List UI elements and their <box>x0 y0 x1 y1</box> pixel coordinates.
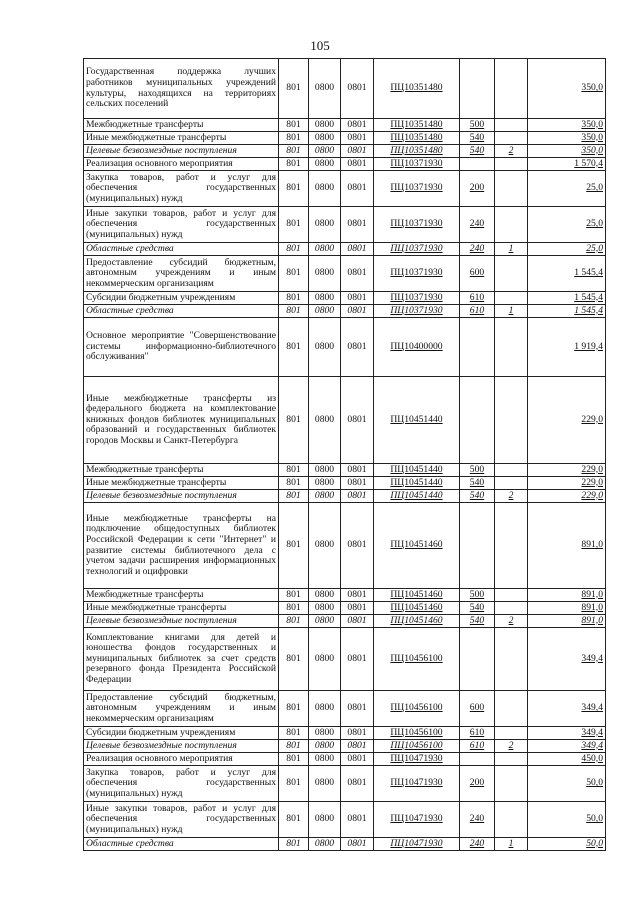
table-row <box>84 838 606 851</box>
row-amount: 350,0 <box>528 132 606 145</box>
row-funding-source: 2 <box>495 740 528 753</box>
row-subsection-code: 0801 <box>341 119 374 132</box>
row-amount: 450,0 <box>528 753 606 766</box>
row-amount: 25,0 <box>528 207 606 243</box>
row-amount: 350,0 <box>528 145 606 158</box>
row-amount: 350,0 <box>528 59 606 119</box>
row-ved-code: 801 <box>279 158 309 171</box>
row-section-code: 0800 <box>309 477 341 490</box>
row-name: Целевые безвозмездные поступления <box>84 490 279 503</box>
row-expense-type: 610 <box>460 740 495 753</box>
row-name: Целевые безвозмездные поступления <box>84 740 279 753</box>
row-expense-type: 500 <box>460 464 495 477</box>
row-funding-source <box>495 377 528 464</box>
table-row <box>84 256 606 292</box>
row-name: Комплектование книгами для детей и юношества фондов государственных и муниципальных библиотек за счет средств резервного фонда Президента Российской Федерации <box>84 628 279 691</box>
row-amount: 349,4 <box>528 691 606 727</box>
row-subsection-code: 0801 <box>341 59 374 119</box>
table-row <box>84 207 606 243</box>
row-name: Областные средства <box>84 305 279 318</box>
row-name: Иные закупки товаров, работ и услуг для обеспечения государственных (муниципальных) нужд <box>84 802 279 838</box>
table-row <box>84 766 606 802</box>
row-name: Государственная поддержка лучших работников муниципальных учреждений культуры, находящихся на территориях сельских поселений <box>84 59 279 119</box>
row-expense-type: 600 <box>460 256 495 292</box>
row-target-article: ПЦ10451460 <box>374 602 460 615</box>
row-amount: 1 570,4 <box>528 158 606 171</box>
row-funding-source <box>495 477 528 490</box>
row-target-article: ПЦ10371930 <box>374 207 460 243</box>
row-target-article: ПЦ10451440 <box>374 490 460 503</box>
row-subsection-code: 0801 <box>341 490 374 503</box>
row-ved-code: 801 <box>279 490 309 503</box>
row-amount: 229,0 <box>528 464 606 477</box>
row-section-code: 0800 <box>309 243 341 256</box>
table-row <box>84 691 606 727</box>
row-funding-source <box>495 464 528 477</box>
row-name: Межбюджетные трансферты <box>84 589 279 602</box>
row-target-article: ПЦ10371930 <box>374 292 460 305</box>
row-target-article: ПЦ10371930 <box>374 256 460 292</box>
row-amount: 229,0 <box>528 377 606 464</box>
table-row <box>84 628 606 691</box>
table-row <box>84 477 606 490</box>
row-expense-type: 540 <box>460 477 495 490</box>
row-target-article: ПЦ10451440 <box>374 377 460 464</box>
row-ved-code: 801 <box>279 59 309 119</box>
row-subsection-code: 0801 <box>341 727 374 740</box>
row-expense-type: 540 <box>460 490 495 503</box>
row-section-code: 0800 <box>309 838 341 851</box>
row-section-code: 0800 <box>309 490 341 503</box>
row-ved-code: 801 <box>279 503 309 589</box>
row-ved-code: 801 <box>279 171 309 207</box>
row-section-code: 0800 <box>309 503 341 589</box>
table-row <box>84 292 606 305</box>
table-row <box>84 727 606 740</box>
row-ved-code: 801 <box>279 132 309 145</box>
row-expense-type <box>460 503 495 589</box>
row-target-article: ПЦ10451440 <box>374 464 460 477</box>
row-subsection-code: 0801 <box>341 602 374 615</box>
row-subsection-code: 0801 <box>341 145 374 158</box>
row-target-article: ПЦ10471930 <box>374 838 460 851</box>
row-name: Предоставление субсидий бюджетным, автономным учреждениям и иным некоммерческим организациям <box>84 691 279 727</box>
table-row <box>84 602 606 615</box>
row-funding-source <box>495 691 528 727</box>
row-subsection-code: 0801 <box>341 292 374 305</box>
row-amount: 1 545,4 <box>528 256 606 292</box>
row-expense-type: 200 <box>460 171 495 207</box>
row-subsection-code: 0801 <box>341 377 374 464</box>
row-funding-source: 1 <box>495 305 528 318</box>
table-row <box>84 503 606 589</box>
table-row <box>84 145 606 158</box>
row-name: Иные межбюджетные трансферты из федерального бюджета на комплектование книжных фондов библиотек муниципальных образований и государственных библиотек городов Москвы и Санкт-Петербурга <box>84 377 279 464</box>
row-amount: 891,0 <box>528 589 606 602</box>
row-target-article: ПЦ10371930 <box>374 171 460 207</box>
row-subsection-code: 0801 <box>341 132 374 145</box>
table-row <box>84 490 606 503</box>
row-target-article: ПЦ10371930 <box>374 158 460 171</box>
table-body <box>84 59 606 851</box>
row-ved-code: 801 <box>279 740 309 753</box>
table-row <box>84 132 606 145</box>
row-subsection-code: 0801 <box>341 589 374 602</box>
table-row <box>84 802 606 838</box>
row-section-code: 0800 <box>309 292 341 305</box>
row-ved-code: 801 <box>279 256 309 292</box>
row-target-article: ПЦ10451440 <box>374 477 460 490</box>
row-section-code: 0800 <box>309 377 341 464</box>
row-funding-source: 1 <box>495 838 528 851</box>
row-funding-source <box>495 802 528 838</box>
page-number: 105 <box>310 38 330 53</box>
row-name: Иные межбюджетные трансферты <box>84 602 279 615</box>
row-target-article: ПЦ10351480 <box>374 132 460 145</box>
row-amount: 229,0 <box>528 490 606 503</box>
row-expense-type: 240 <box>460 243 495 256</box>
row-target-article: ПЦ10351480 <box>374 59 460 119</box>
row-amount: 891,0 <box>528 615 606 628</box>
row-target-article: ПЦ10451460 <box>374 503 460 589</box>
row-expense-type: 240 <box>460 802 495 838</box>
row-funding-source <box>495 119 528 132</box>
row-amount: 349,4 <box>528 740 606 753</box>
row-ved-code: 801 <box>279 802 309 838</box>
row-funding-source <box>495 158 528 171</box>
row-amount: 1 545,4 <box>528 305 606 318</box>
row-name: Субсидии бюджетным учреждениям <box>84 727 279 740</box>
row-funding-source <box>495 207 528 243</box>
row-funding-source <box>495 727 528 740</box>
row-expense-type: 610 <box>460 305 495 318</box>
row-expense-type: 610 <box>460 727 495 740</box>
row-funding-source <box>495 132 528 145</box>
row-amount: 349,4 <box>528 727 606 740</box>
row-funding-source <box>495 318 528 377</box>
row-amount: 50,0 <box>528 838 606 851</box>
row-section-code: 0800 <box>309 727 341 740</box>
row-subsection-code: 0801 <box>341 740 374 753</box>
row-section-code: 0800 <box>309 691 341 727</box>
row-name: Реализация основного мероприятия <box>84 158 279 171</box>
row-funding-source: 1 <box>495 243 528 256</box>
row-name: Иные закупки товаров, работ и услуг для обеспечения государственных (муниципальных) нужд <box>84 207 279 243</box>
row-target-article: ПЦ10456100 <box>374 691 460 727</box>
row-expense-type <box>460 753 495 766</box>
row-expense-type: 540 <box>460 615 495 628</box>
row-name: Областные средства <box>84 243 279 256</box>
row-expense-type: 540 <box>460 145 495 158</box>
row-expense-type: 240 <box>460 207 495 243</box>
row-funding-source <box>495 753 528 766</box>
row-section-code: 0800 <box>309 740 341 753</box>
row-section-code: 0800 <box>309 145 341 158</box>
row-name: Иные межбюджетные трансферты на подключение общедоступных библиотек Российской Федерации к сети "Интернет" и развитие системы библиотечного дела с учетом задачи расширения информационных технологий и оцифровки <box>84 503 279 589</box>
row-ved-code: 801 <box>279 119 309 132</box>
row-ved-code: 801 <box>279 305 309 318</box>
row-funding-source <box>495 503 528 589</box>
row-ved-code: 801 <box>279 602 309 615</box>
row-ved-code: 801 <box>279 766 309 802</box>
table-row <box>84 119 606 132</box>
row-target-article: ПЦ10351480 <box>374 145 460 158</box>
row-ved-code: 801 <box>279 207 309 243</box>
row-expense-type: 500 <box>460 589 495 602</box>
budget-table <box>83 58 606 851</box>
row-amount: 50,0 <box>528 766 606 802</box>
row-funding-source <box>495 171 528 207</box>
row-funding-source <box>495 766 528 802</box>
row-expense-type <box>460 628 495 691</box>
row-ved-code: 801 <box>279 727 309 740</box>
row-target-article: ПЦ10456100 <box>374 727 460 740</box>
row-subsection-code: 0801 <box>341 691 374 727</box>
table-row <box>84 158 606 171</box>
row-name: Реализация основного мероприятия <box>84 753 279 766</box>
row-ved-code: 801 <box>279 243 309 256</box>
row-name: Субсидии бюджетным учреждениям <box>84 292 279 305</box>
row-section-code: 0800 <box>309 602 341 615</box>
row-subsection-code: 0801 <box>341 318 374 377</box>
row-amount: 891,0 <box>528 503 606 589</box>
row-funding-source: 2 <box>495 615 528 628</box>
row-expense-type: 200 <box>460 766 495 802</box>
row-subsection-code: 0801 <box>341 766 374 802</box>
row-subsection-code: 0801 <box>341 615 374 628</box>
row-ved-code: 801 <box>279 318 309 377</box>
row-funding-source <box>495 292 528 305</box>
row-target-article: ПЦ10471930 <box>374 753 460 766</box>
row-section-code: 0800 <box>309 207 341 243</box>
row-ved-code: 801 <box>279 691 309 727</box>
row-name: Предоставление субсидий бюджетным, автономным учреждениям и иным некоммерческим организациям <box>84 256 279 292</box>
row-section-code: 0800 <box>309 305 341 318</box>
row-expense-type <box>460 59 495 119</box>
row-funding-source: 2 <box>495 490 528 503</box>
table-row <box>84 377 606 464</box>
row-amount: 25,0 <box>528 243 606 256</box>
row-section-code: 0800 <box>309 464 341 477</box>
row-section-code: 0800 <box>309 256 341 292</box>
row-subsection-code: 0801 <box>341 477 374 490</box>
row-expense-type: 540 <box>460 132 495 145</box>
row-amount: 891,0 <box>528 602 606 615</box>
row-section-code: 0800 <box>309 753 341 766</box>
row-amount: 1 545,4 <box>528 292 606 305</box>
row-name: Целевые безвозмездные поступления <box>84 145 279 158</box>
row-name: Межбюджетные трансферты <box>84 119 279 132</box>
row-subsection-code: 0801 <box>341 802 374 838</box>
row-amount: 350,0 <box>528 119 606 132</box>
row-name: Областные средства <box>84 838 279 851</box>
row-expense-type: 500 <box>460 119 495 132</box>
row-target-article: ПЦ10451460 <box>374 615 460 628</box>
row-target-article: ПЦ10456100 <box>374 740 460 753</box>
table-row <box>84 615 606 628</box>
row-section-code: 0800 <box>309 628 341 691</box>
row-target-article: ПЦ10400000 <box>374 318 460 377</box>
row-ved-code: 801 <box>279 628 309 691</box>
row-subsection-code: 0801 <box>341 256 374 292</box>
row-section-code: 0800 <box>309 766 341 802</box>
row-amount: 50,0 <box>528 802 606 838</box>
row-amount: 229,0 <box>528 477 606 490</box>
row-section-code: 0800 <box>309 158 341 171</box>
row-subsection-code: 0801 <box>341 628 374 691</box>
row-funding-source <box>495 589 528 602</box>
table-row <box>84 59 606 119</box>
row-subsection-code: 0801 <box>341 838 374 851</box>
row-funding-source <box>495 256 528 292</box>
table-row <box>84 171 606 207</box>
row-name: Целевые безвозмездные поступления <box>84 615 279 628</box>
table-row <box>84 753 606 766</box>
row-amount: 1 919,4 <box>528 318 606 377</box>
row-subsection-code: 0801 <box>341 305 374 318</box>
row-subsection-code: 0801 <box>341 753 374 766</box>
row-ved-code: 801 <box>279 838 309 851</box>
row-ved-code: 801 <box>279 753 309 766</box>
row-target-article: ПЦ10351480 <box>374 119 460 132</box>
row-ved-code: 801 <box>279 292 309 305</box>
table-row <box>84 464 606 477</box>
row-target-article: ПЦ10371930 <box>374 243 460 256</box>
row-ved-code: 801 <box>279 589 309 602</box>
row-section-code: 0800 <box>309 615 341 628</box>
row-funding-source <box>495 628 528 691</box>
row-expense-type <box>460 377 495 464</box>
row-ved-code: 801 <box>279 145 309 158</box>
row-target-article: ПЦ10471930 <box>374 802 460 838</box>
row-subsection-code: 0801 <box>341 464 374 477</box>
row-ved-code: 801 <box>279 464 309 477</box>
row-funding-source: 2 <box>495 145 528 158</box>
row-expense-type: 240 <box>460 838 495 851</box>
row-ved-code: 801 <box>279 615 309 628</box>
row-subsection-code: 0801 <box>341 243 374 256</box>
table-row <box>84 740 606 753</box>
row-expense-type: 610 <box>460 292 495 305</box>
row-subsection-code: 0801 <box>341 171 374 207</box>
row-expense-type: 540 <box>460 602 495 615</box>
row-name: Иные межбюджетные трансферты <box>84 132 279 145</box>
row-name: Межбюджетные трансферты <box>84 464 279 477</box>
row-section-code: 0800 <box>309 59 341 119</box>
row-target-article: ПЦ10371930 <box>374 305 460 318</box>
table-row <box>84 589 606 602</box>
row-expense-type <box>460 318 495 377</box>
row-name: Закупка товаров, работ и услуг для обеспечения государственных (муниципальных) нужд <box>84 766 279 802</box>
row-section-code: 0800 <box>309 132 341 145</box>
row-target-article: ПЦ10451460 <box>374 589 460 602</box>
row-expense-type: 600 <box>460 691 495 727</box>
table-row <box>84 243 606 256</box>
row-name: Основное мероприятие "Совершенствование системы информационно-библиотечного обслуживания" <box>84 318 279 377</box>
row-amount: 349,4 <box>528 628 606 691</box>
row-target-article: ПЦ10456100 <box>374 628 460 691</box>
row-ved-code: 801 <box>279 377 309 464</box>
row-name: Иные межбюджетные трансферты <box>84 477 279 490</box>
row-amount: 25,0 <box>528 171 606 207</box>
table-row <box>84 318 606 377</box>
table-row <box>84 305 606 318</box>
row-expense-type <box>460 158 495 171</box>
row-section-code: 0800 <box>309 318 341 377</box>
row-section-code: 0800 <box>309 589 341 602</box>
row-subsection-code: 0801 <box>341 503 374 589</box>
row-section-code: 0800 <box>309 171 341 207</box>
row-ved-code: 801 <box>279 477 309 490</box>
row-target-article: ПЦ10471930 <box>374 766 460 802</box>
row-subsection-code: 0801 <box>341 158 374 171</box>
row-section-code: 0800 <box>309 119 341 132</box>
row-subsection-code: 0801 <box>341 207 374 243</box>
row-funding-source <box>495 59 528 119</box>
row-funding-source <box>495 602 528 615</box>
row-name: Закупка товаров, работ и услуг для обеспечения государственных (муниципальных) нужд <box>84 171 279 207</box>
row-section-code: 0800 <box>309 802 341 838</box>
